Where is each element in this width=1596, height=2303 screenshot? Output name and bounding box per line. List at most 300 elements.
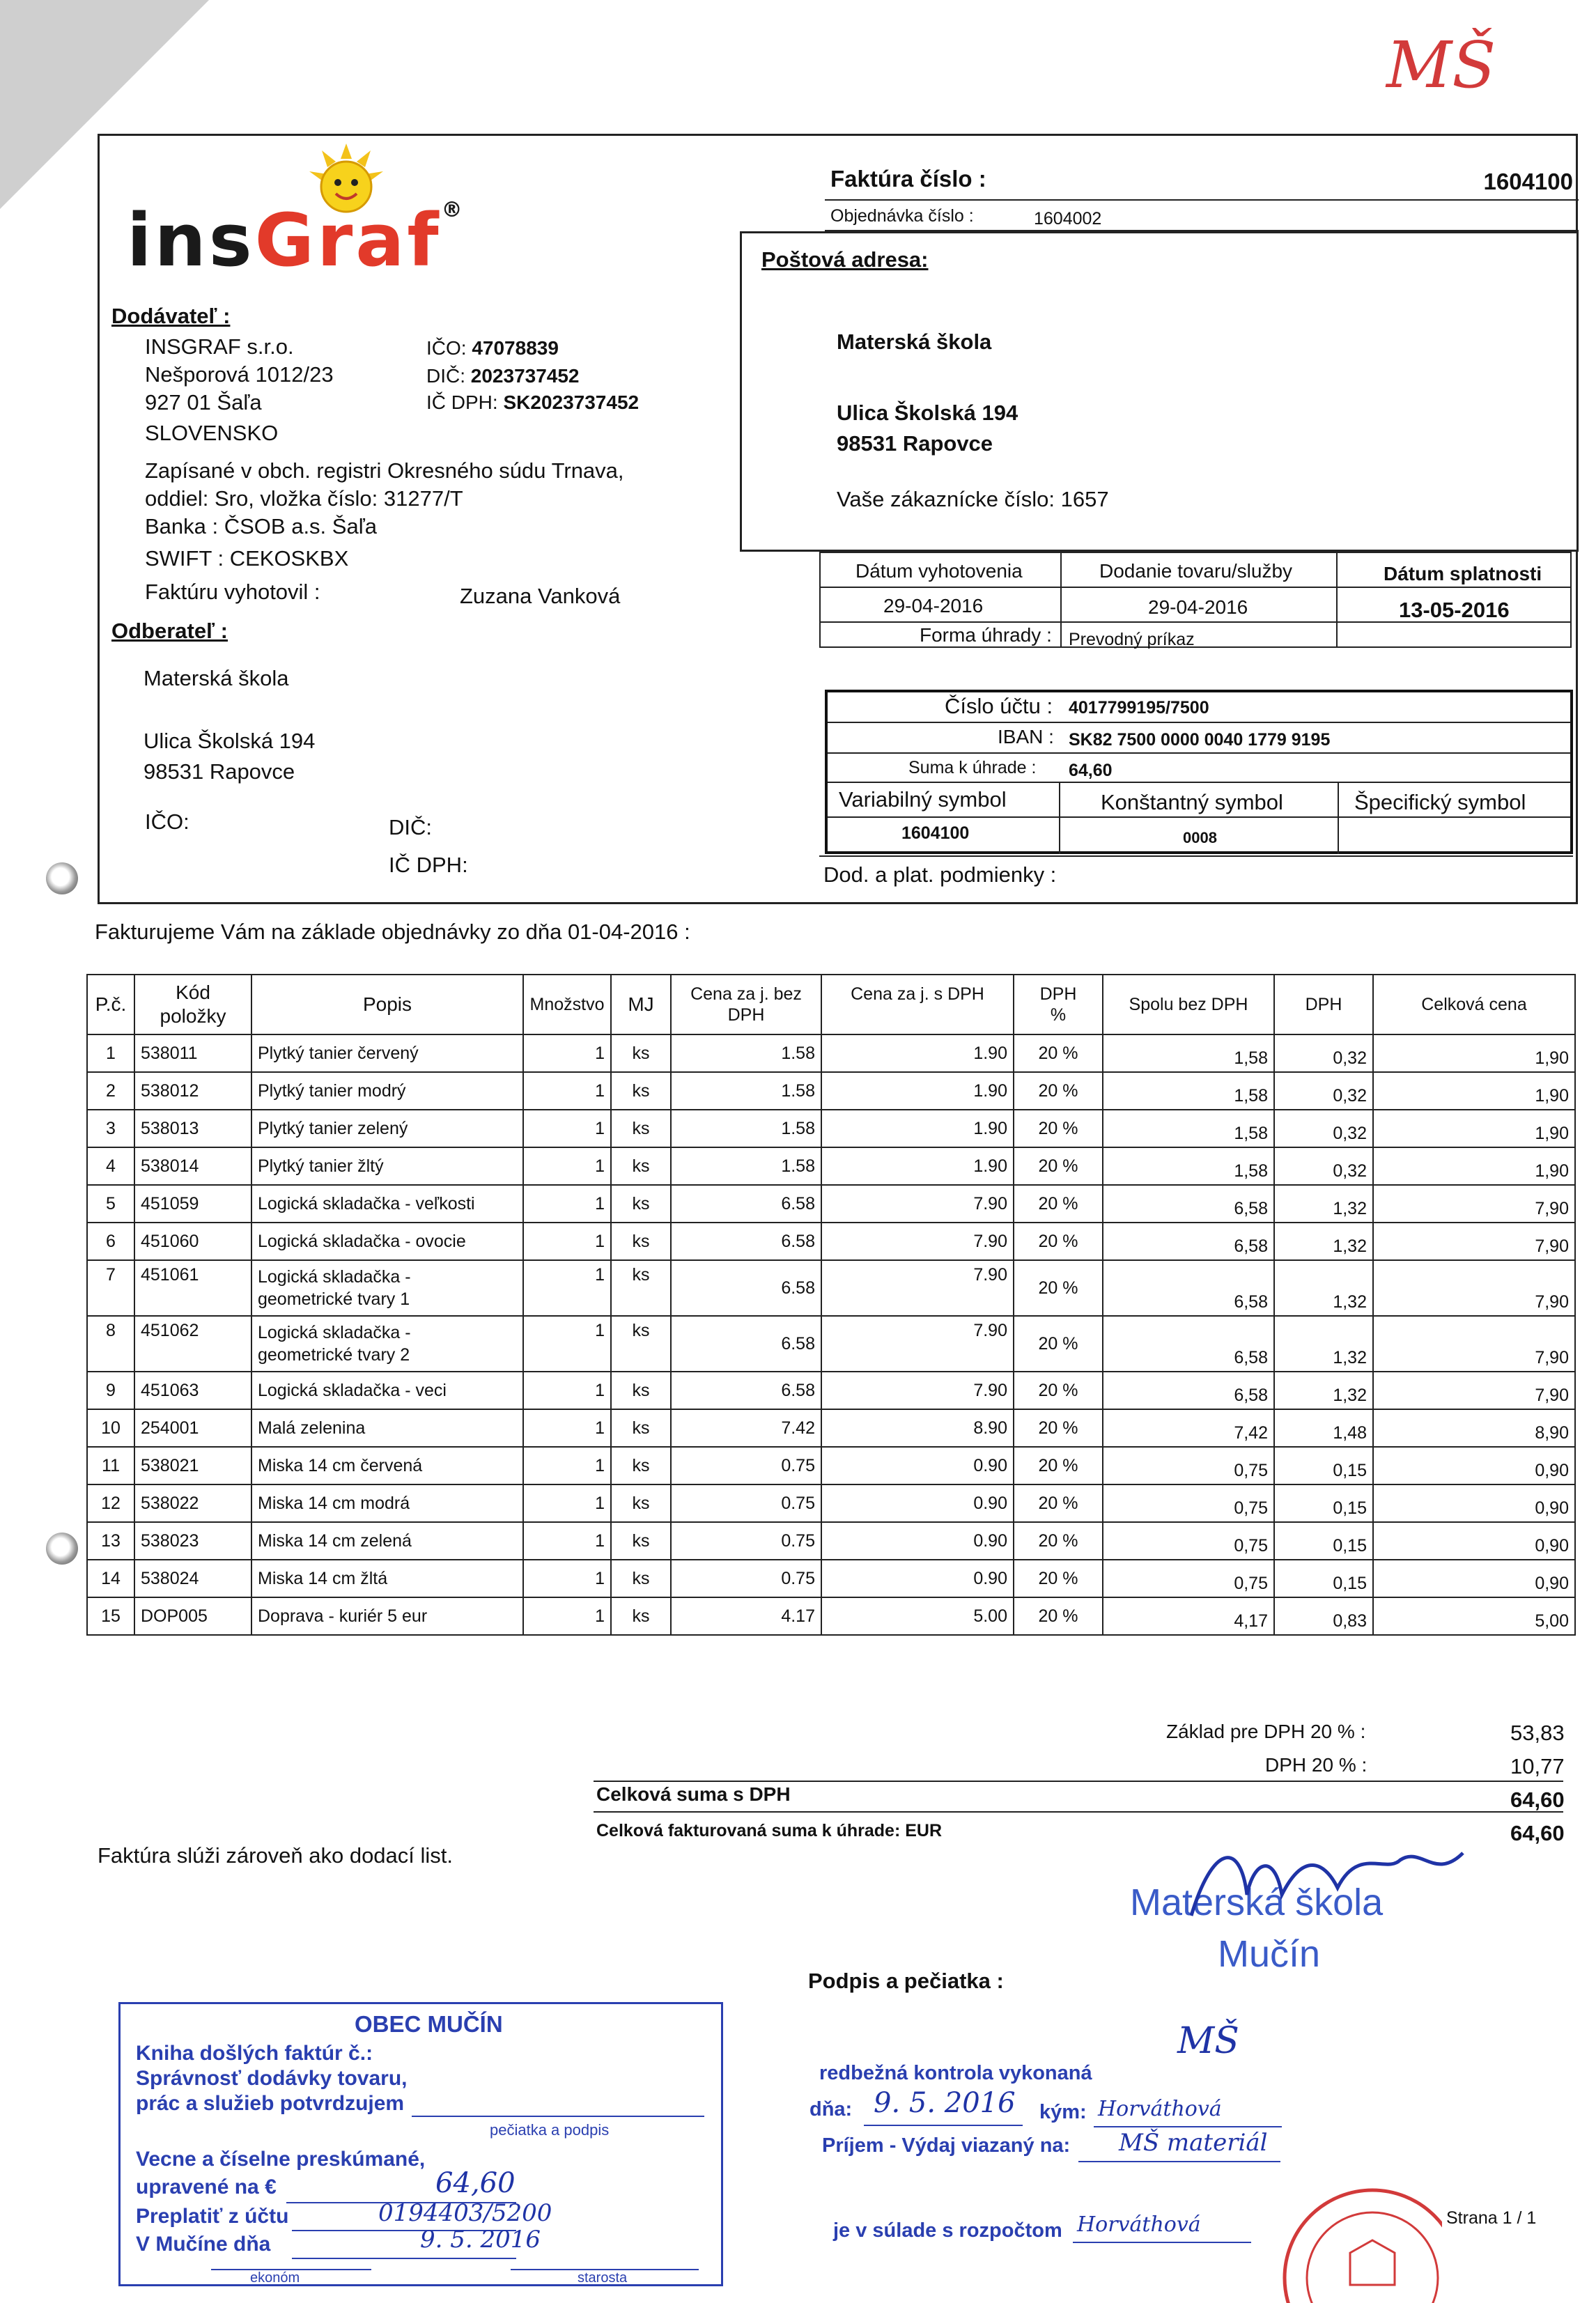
account-number: 4017799195/7500 [1069, 698, 1209, 718]
row-description: Miska 14 cm červená [251, 1447, 523, 1484]
control-line-4: je v súlade s rozpočtom [833, 2219, 1062, 2242]
control-line-3: Príjem - Výdaj viazaný na: [822, 2134, 1071, 2157]
invoiced-sum: 64,60 [1510, 1821, 1565, 1845]
row-vat-rate: 20 % [1014, 1147, 1103, 1185]
invoice-intro: Fakturujeme Vám na základe objednávky zo dňa 01-04-2016 : [95, 920, 690, 944]
table-row [87, 1597, 1575, 1635]
iban: SK82 7500 0000 0040 1779 9195 [1069, 730, 1331, 750]
payment-method-label: Forma úhrady : [920, 624, 1052, 646]
col-price-ex: Cena za j. bez DPH [671, 975, 821, 1034]
row-description: Logická skladačka - ovocie [251, 1223, 523, 1260]
row-price-inc: 7.90 [821, 1372, 1014, 1409]
row-code: 451061 [134, 1260, 251, 1316]
delivery-date: 29-04-2016 [1148, 596, 1248, 618]
row-total: 1,90 [1373, 1072, 1575, 1110]
row-price-inc: 7.90 [821, 1260, 1014, 1316]
row-total-ex: 7,42 [1103, 1409, 1274, 1447]
row-vat: 0,15 [1274, 1447, 1373, 1484]
delivery-note: Faktúra slúži zároveň ako dodací list. [98, 1843, 454, 1868]
row-description: Logická skladačka - veci [251, 1372, 523, 1409]
stamp-caption-economist: ekonóm [250, 2270, 300, 2286]
invoice-number-box [825, 153, 1579, 201]
col-vat: DPH [1274, 975, 1373, 1034]
row-vat-rate: 20 % [1014, 1072, 1103, 1110]
conditions-label: Dod. a plat. podmienky : [823, 862, 1057, 887]
stamp-line-6: Preplatiť z účtu [136, 2205, 289, 2228]
customer-icdph-label: IČ DPH: [389, 853, 468, 877]
conditions-row [819, 855, 1573, 903]
stamp-account: 0194403/5200 [378, 2199, 552, 2227]
supplier-street: Nešporová 1012/23 [145, 362, 334, 387]
payment-account-box [825, 690, 1573, 854]
row-vat: 0,32 [1274, 1110, 1373, 1147]
row-vat-rate: 20 % [1014, 1522, 1103, 1560]
row-vat-rate: 20 % [1014, 1560, 1103, 1597]
row-description: Plytký tanier žltý [251, 1147, 523, 1185]
row-total: 0,90 [1373, 1484, 1575, 1522]
row-description: Miska 14 cm žltá [251, 1560, 523, 1597]
row-total: 1,90 [1373, 1147, 1575, 1185]
supplier-register-2: oddiel: Sro, vložka číslo: 31277/T [145, 486, 463, 511]
stamp-amount: 64,60 [435, 2167, 516, 2199]
invoiced-sum-label: Celková fakturovaná suma k úhrade: EUR [596, 1821, 942, 1840]
table-row [87, 1522, 1575, 1560]
logo-wordmark: insGraf® [127, 198, 465, 283]
row-number: 14 [87, 1560, 134, 1597]
row-price-inc: 0.90 [821, 1447, 1014, 1484]
row-description: Miska 14 cm zelená [251, 1522, 523, 1560]
row-total: 8,90 [1373, 1409, 1575, 1447]
signature-scribble [1184, 1832, 1477, 1930]
row-price-inc: 1.90 [821, 1147, 1014, 1185]
row-vat-rate: 20 % [1014, 1409, 1103, 1447]
constant-symbol: 0008 [1183, 829, 1217, 846]
row-number: 11 [87, 1447, 134, 1484]
row-unit: ks [611, 1409, 671, 1447]
row-price-inc: 7.90 [821, 1223, 1014, 1260]
customer-number: Vaše zákaznícke číslo: 1657 [837, 487, 1109, 511]
row-vat: 0,83 [1274, 1597, 1373, 1635]
table-row [87, 1072, 1575, 1110]
control-underline [1078, 2161, 1280, 2162]
row-unit: ks [611, 1316, 671, 1372]
row-vat: 0,32 [1274, 1034, 1373, 1072]
row-code: 451059 [134, 1185, 251, 1223]
row-total-ex: 6,58 [1103, 1316, 1274, 1372]
row-quantity: 1 [523, 1372, 611, 1409]
row-total-ex: 1,58 [1103, 1147, 1274, 1185]
row-price-ex: 0.75 [671, 1522, 821, 1560]
items-table [86, 974, 1576, 1636]
row-code: 538023 [134, 1522, 251, 1560]
totals-divider [594, 1781, 1563, 1782]
row-price-ex: 4.17 [671, 1597, 821, 1635]
row-total-ex: 1,58 [1103, 1034, 1274, 1072]
row-description: Logická skladačka - geometrické tvary 2 [251, 1316, 523, 1372]
row-number: 13 [87, 1522, 134, 1560]
row-total-ex: 1,58 [1103, 1072, 1274, 1110]
supplier-ico: IČO: 47078839 [426, 337, 559, 359]
table-row [87, 1147, 1575, 1185]
variable-symbol: 1604100 [901, 823, 970, 843]
row-quantity: 1 [523, 1110, 611, 1147]
row-number: 3 [87, 1110, 134, 1147]
row-unit: ks [611, 1147, 671, 1185]
row-price-ex: 0.75 [671, 1560, 821, 1597]
order-number: 1604002 [1034, 209, 1102, 228]
row-number: 4 [87, 1147, 134, 1185]
table-row [87, 1316, 1575, 1372]
row-code: DOP005 [134, 1597, 251, 1635]
row-total-ex: 1,58 [1103, 1110, 1274, 1147]
col-total: Celková cena [1373, 975, 1575, 1034]
sum-with-vat-label: Celková suma s DPH [596, 1783, 791, 1805]
table-row [87, 1260, 1575, 1316]
row-total-ex: 6,58 [1103, 1260, 1274, 1316]
row-price-inc: 1.90 [821, 1072, 1014, 1110]
row-price-inc: 1.90 [821, 1034, 1014, 1072]
punch-hole [46, 862, 78, 894]
row-price-inc: 7.90 [821, 1316, 1014, 1372]
table-row [87, 1110, 1575, 1147]
account-label: Číslo účtu : [945, 694, 1053, 718]
row-unit: ks [611, 1223, 671, 1260]
row-price-ex: 1.58 [671, 1147, 821, 1185]
row-price-inc: 0.90 [821, 1560, 1014, 1597]
row-price-inc: 0.90 [821, 1484, 1014, 1522]
row-total: 7,90 [1373, 1260, 1575, 1316]
due-date-label: Dátum splatnosti [1384, 563, 1542, 584]
row-price-ex: 1.58 [671, 1110, 821, 1147]
col-pc: P.č. [87, 975, 134, 1034]
table-row [87, 1223, 1575, 1260]
row-unit: ks [611, 1072, 671, 1110]
row-description: Doprava - kuriér 5 eur [251, 1597, 523, 1635]
issue-date-label: Dátum vyhotovenia [855, 560, 1023, 582]
table-row [87, 1447, 1575, 1484]
row-vat: 0,15 [1274, 1484, 1373, 1522]
supplier-dic: DIČ: 2023737452 [426, 365, 580, 387]
row-vat: 1,48 [1274, 1409, 1373, 1447]
row-price-ex: 0.75 [671, 1484, 821, 1522]
row-number: 7 [87, 1260, 134, 1316]
municipality-stamp-box [118, 2002, 723, 2286]
row-price-ex: 6.58 [671, 1260, 821, 1316]
supplier-label: Dodávateľ : [111, 304, 231, 328]
row-price-ex: 6.58 [671, 1185, 821, 1223]
row-price-inc: 5.00 [821, 1597, 1014, 1635]
row-unit: ks [611, 1372, 671, 1409]
row-total-ex: 4,17 [1103, 1597, 1274, 1635]
row-vat-rate: 20 % [1014, 1447, 1103, 1484]
postal-city: 98531 Rapovce [837, 431, 993, 456]
col-code: Kód položky [134, 975, 251, 1034]
row-vat: 0,32 [1274, 1072, 1373, 1110]
row-quantity: 1 [523, 1185, 611, 1223]
row-vat-rate: 20 % [1014, 1034, 1103, 1072]
stamp-date: 9. 5. 2016 [420, 2226, 541, 2254]
row-total: 5,00 [1373, 1597, 1575, 1635]
invoice-label: Faktúra číslo : [830, 166, 986, 192]
order-label: Objednávka číslo : [830, 206, 974, 226]
stamp-title: OBEC MUČÍN [355, 2011, 503, 2037]
row-total-ex: 6,58 [1103, 1372, 1274, 1409]
row-vat-rate: 20 % [1014, 1260, 1103, 1316]
issued-by-label: Faktúru vyhotovil : [145, 580, 320, 604]
sum-due-label: Suma k úhrade : [908, 758, 1037, 777]
order-number-box [825, 201, 1579, 231]
supplier-city: 927 01 Šaľa [145, 390, 262, 414]
row-total-ex: 6,58 [1103, 1223, 1274, 1260]
row-total-ex: 0,75 [1103, 1484, 1274, 1522]
row-price-ex: 6.58 [671, 1223, 821, 1260]
row-vat: 0,15 [1274, 1522, 1373, 1560]
row-price-ex: 0.75 [671, 1447, 821, 1484]
customer-city: 98531 Rapovce [144, 759, 295, 784]
insgraf-logo [127, 139, 465, 283]
row-quantity: 1 [523, 1409, 611, 1447]
municipality-seal-icon [1275, 2180, 1442, 2303]
control-date-label: dňa: [809, 2098, 853, 2120]
totals-divider [594, 1811, 1563, 1813]
row-total: 0,90 [1373, 1560, 1575, 1597]
control-line-1: redbežná kontrola vykonaná [819, 2062, 1092, 2084]
row-vat-rate: 20 % [1014, 1484, 1103, 1522]
table-row [87, 1185, 1575, 1223]
row-price-ex: 7.42 [671, 1409, 821, 1447]
row-vat: 1,32 [1274, 1223, 1373, 1260]
customer-ico-label: IČO: [145, 809, 189, 834]
control-budget-item: MŠ materiál [1119, 2129, 1268, 2157]
row-description: Plytký tanier zelený [251, 1110, 523, 1147]
row-description: Logická skladačka - geometrické tvary 1 [251, 1260, 523, 1316]
school-stamp-line1: Materská škola [1130, 1882, 1384, 1923]
col-price-inc: Cena za j. s DPH [821, 975, 1014, 1034]
row-description: Logická skladačka - veľkosti [251, 1185, 523, 1223]
row-unit: ks [611, 1110, 671, 1147]
customer-label: Odberateľ : [111, 619, 228, 643]
row-quantity: 1 [523, 1223, 611, 1260]
supplier-swift: SWIFT : CEKOSKBX [145, 546, 349, 571]
row-vat: 0,32 [1274, 1147, 1373, 1185]
control-underline [864, 2125, 1023, 2126]
row-number: 1 [87, 1034, 134, 1072]
page-number: Strana 1 / 1 [1446, 2208, 1537, 2228]
stamp-line-7: V Mučíne dňa [136, 2233, 271, 2256]
row-quantity: 1 [523, 1560, 611, 1597]
control-budget-signature: Horváthová [1077, 2212, 1201, 2237]
row-code: 538011 [134, 1034, 251, 1072]
row-quantity: 1 [523, 1147, 611, 1185]
row-quantity: 1 [523, 1484, 611, 1522]
row-quantity: 1 [523, 1072, 611, 1110]
row-vat-rate: 20 % [1014, 1185, 1103, 1223]
row-vat-rate: 20 % [1014, 1597, 1103, 1635]
punch-hole [46, 1533, 78, 1565]
col-desc: Popis [251, 975, 523, 1034]
control-underline [1094, 2126, 1282, 2127]
row-unit: ks [611, 1447, 671, 1484]
stamp-line-1: Kniha došlých faktúr č.: [136, 2042, 373, 2065]
specific-symbol-label: Špecifický symbol [1354, 790, 1526, 814]
table-row [87, 1484, 1575, 1522]
row-vat: 1,32 [1274, 1316, 1373, 1372]
constant-symbol-label: Konštantný symbol [1101, 790, 1283, 814]
handwritten-mark: MŠ [1386, 28, 1496, 102]
control-who-label: kým: [1039, 2101, 1087, 2123]
row-vat-rate: 20 % [1014, 1372, 1103, 1409]
vat-label: DPH 20 % : [1265, 1754, 1368, 1776]
col-total-ex: Spolu bez DPH [1103, 975, 1274, 1034]
row-quantity: 1 [523, 1034, 611, 1072]
row-number: 10 [87, 1409, 134, 1447]
row-number: 5 [87, 1185, 134, 1223]
row-price-ex: 1.58 [671, 1034, 821, 1072]
vat-amount: 10,77 [1510, 1754, 1565, 1778]
control-hand-mark: MŠ [1177, 2020, 1239, 2062]
row-vat: 1,32 [1274, 1372, 1373, 1409]
row-vat-rate: 20 % [1014, 1110, 1103, 1147]
table-row [87, 1409, 1575, 1447]
table-row [87, 1034, 1575, 1072]
row-number: 2 [87, 1072, 134, 1110]
delivery-date-label: Dodanie tovaru/služby [1099, 560, 1293, 582]
row-description: Plytký tanier modrý [251, 1072, 523, 1110]
row-quantity: 1 [523, 1260, 611, 1316]
row-description: Plytký tanier červený [251, 1034, 523, 1072]
sum-due: 64,60 [1069, 761, 1113, 780]
row-price-ex: 6.58 [671, 1372, 821, 1409]
row-code: 451060 [134, 1223, 251, 1260]
row-price-inc: 7.90 [821, 1185, 1014, 1223]
row-description: Malá zelenina [251, 1409, 523, 1447]
stamp-line-4: Vecne a číselne preskúmané, [136, 2148, 426, 2171]
row-number: 8 [87, 1316, 134, 1372]
row-quantity: 1 [523, 1316, 611, 1372]
row-total: 7,90 [1373, 1223, 1575, 1260]
school-stamp-line2: Mučín [1218, 1933, 1321, 1975]
table-row [87, 1372, 1575, 1409]
stamp-caption-mayor: starosta [578, 2270, 628, 2286]
invoice-number: 1604100 [1483, 169, 1573, 194]
row-quantity: 1 [523, 1447, 611, 1484]
row-price-ex: 1.58 [671, 1072, 821, 1110]
row-total: 7,90 [1373, 1316, 1575, 1372]
row-total-ex: 6,58 [1103, 1185, 1274, 1223]
postal-street: Ulica Školská 194 [837, 401, 1018, 425]
col-qty: Množstvo [523, 975, 611, 1034]
stamp-line-3: prác a služieb potvrdzujem [136, 2092, 405, 2115]
supplier-bank: Banka : ČSOB a.s. Šaľa [145, 514, 377, 538]
row-total: 1,90 [1373, 1034, 1575, 1072]
control-who: Horváthová [1098, 2097, 1222, 2121]
row-total: 1,90 [1373, 1110, 1575, 1147]
row-unit: ks [611, 1260, 671, 1316]
row-unit: ks [611, 1185, 671, 1223]
row-unit: ks [611, 1034, 671, 1072]
col-vat-rate: DPH % [1014, 975, 1103, 1034]
row-code: 538022 [134, 1484, 251, 1522]
supplier-name: INSGRAF s.r.o. [145, 334, 294, 359]
row-vat: 1,32 [1274, 1260, 1373, 1316]
row-number: 15 [87, 1597, 134, 1635]
table-row [87, 1560, 1575, 1597]
due-date: 13-05-2016 [1399, 598, 1510, 622]
customer-dic-label: DIČ: [389, 815, 432, 839]
supplier-register-1: Zapísané v obch. registri Okresného súdu Trnava, [145, 458, 624, 483]
row-vat: 0,15 [1274, 1560, 1373, 1597]
row-total-ex: 0,75 [1103, 1560, 1274, 1597]
row-unit: ks [611, 1597, 671, 1635]
iban-label: IBAN : [998, 726, 1054, 747]
row-total: 7,90 [1373, 1372, 1575, 1409]
control-underline [1073, 2242, 1251, 2243]
row-number: 9 [87, 1372, 134, 1409]
row-description: Miska 14 cm modrá [251, 1484, 523, 1522]
row-unit: ks [611, 1522, 671, 1560]
row-code: 538024 [134, 1560, 251, 1597]
supplier-country: SLOVENSKO [145, 421, 279, 445]
row-code: 451062 [134, 1316, 251, 1372]
row-quantity: 1 [523, 1522, 611, 1560]
postal-address-box [740, 231, 1579, 552]
row-unit: ks [611, 1484, 671, 1522]
table-header [87, 975, 1575, 1034]
row-code: 538021 [134, 1447, 251, 1484]
row-code: 254001 [134, 1409, 251, 1447]
row-code: 451063 [134, 1372, 251, 1409]
vat-base: 53,83 [1510, 1721, 1565, 1745]
payment-method: Prevodný príkaz [1069, 630, 1195, 649]
issue-date: 29-04-2016 [883, 595, 984, 617]
row-price-inc: 8.90 [821, 1409, 1014, 1447]
col-unit: MJ [611, 975, 671, 1034]
row-code: 538014 [134, 1147, 251, 1185]
stamp-line-2: Správnosť dodávky tovaru, [136, 2067, 408, 2090]
row-total: 0,90 [1373, 1447, 1575, 1484]
row-total: 0,90 [1373, 1522, 1575, 1560]
row-total: 7,90 [1373, 1185, 1575, 1223]
supplier-icdph: IČ DPH: SK2023737452 [426, 391, 640, 413]
dates-grid [819, 552, 1572, 648]
row-number: 12 [87, 1484, 134, 1522]
stamp-sig-caption: pečiatka a podpis [490, 2121, 610, 2139]
variable-symbol-label: Variabilný symbol [839, 787, 1007, 812]
row-price-ex: 6.58 [671, 1316, 821, 1372]
row-code: 538013 [134, 1110, 251, 1147]
row-vat-rate: 20 % [1014, 1223, 1103, 1260]
customer-name: Materská škola [144, 666, 289, 690]
row-vat: 1,32 [1274, 1185, 1373, 1223]
control-date: 9. 5. 2016 [874, 2087, 1016, 2119]
postal-label: Poštová adresa: [761, 247, 929, 272]
sum-with-vat: 64,60 [1510, 1788, 1565, 1812]
row-total-ex: 0,75 [1103, 1522, 1274, 1560]
row-vat-rate: 20 % [1014, 1316, 1103, 1372]
row-total-ex: 0,75 [1103, 1447, 1274, 1484]
row-price-inc: 1.90 [821, 1110, 1014, 1147]
row-number: 6 [87, 1223, 134, 1260]
issued-by: Zuzana Vanková [460, 584, 621, 608]
row-quantity: 1 [523, 1597, 611, 1635]
stamp-line-5: upravené na € [136, 2176, 277, 2199]
customer-street: Ulica Školská 194 [144, 729, 316, 753]
row-code: 538012 [134, 1072, 251, 1110]
row-price-inc: 0.90 [821, 1522, 1014, 1560]
vat-base-label: Základ pre DPH 20 % : [1166, 1721, 1366, 1742]
postal-name: Materská škola [837, 329, 992, 354]
signature-label: Podpis a pečiatka : [808, 1969, 1004, 1993]
